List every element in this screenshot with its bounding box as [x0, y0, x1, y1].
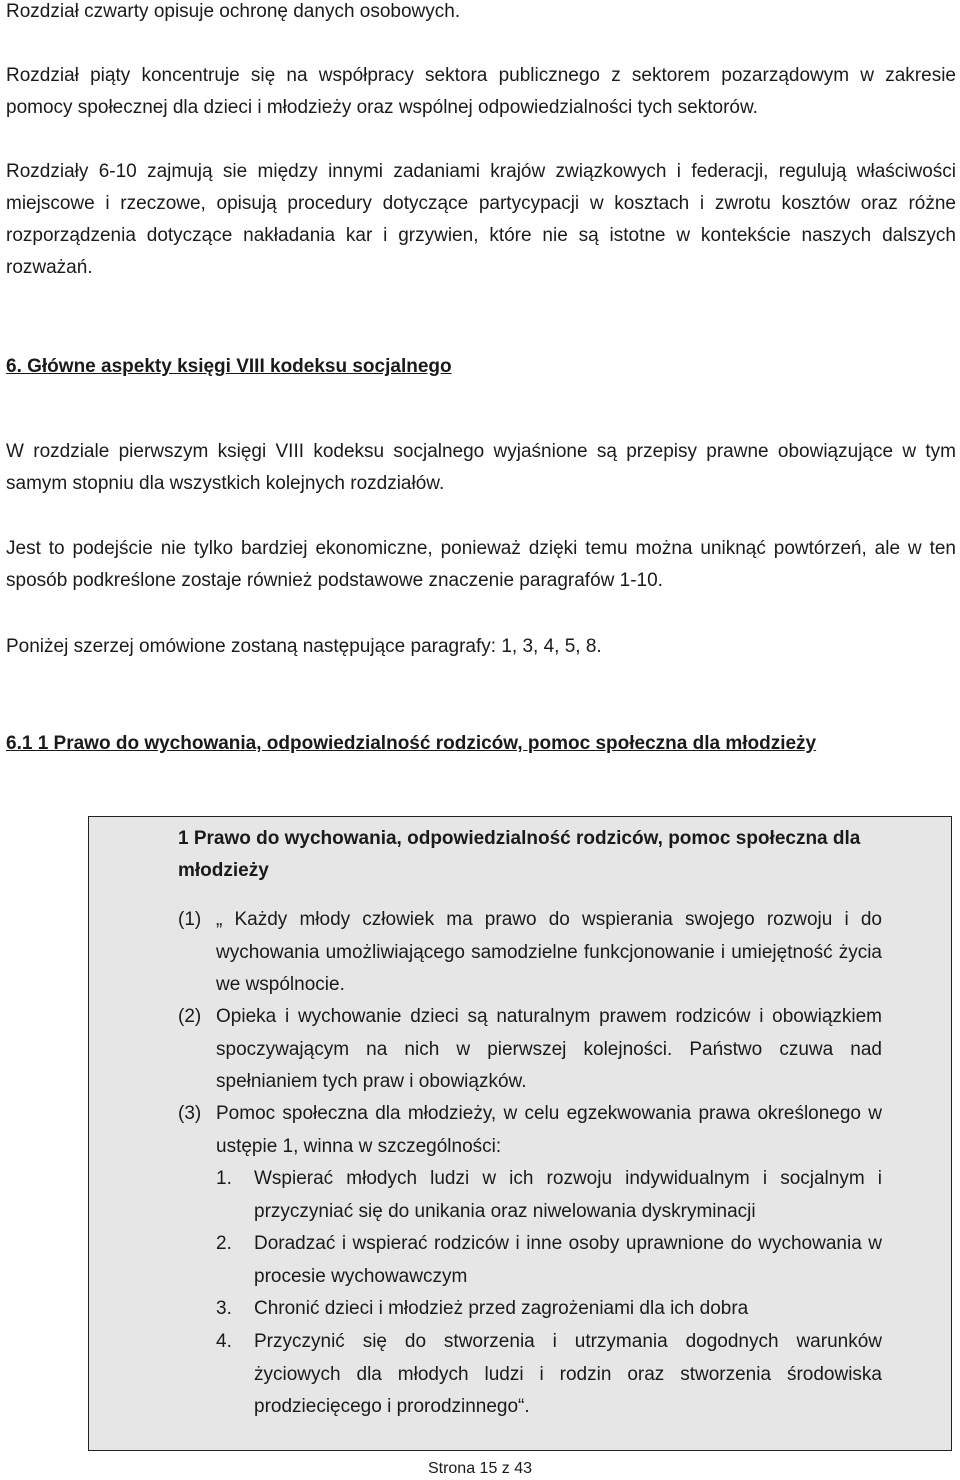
sub-item-text: Przyczynić się do stworzenia i utrzymania dogodnych warunków życiowych dla młodych ludzi i rodzin oraz stworzenia środowiska prodziecięcego i prorodzinnego“. [254, 1331, 882, 1417]
paragraph-chapter-five: Rozdział piąty koncentruje się na współpracy sektora publicznego z sektorem pozarządowym w zakresie pomocy społecznej dla dzieci i młodzieży oraz wspólnej odpowiedzialności tych sektorów. [6, 65, 956, 118]
sub-item-number: 4. [216, 1331, 232, 1352]
paragraph-chapter-one-intro: W rozdziale pierwszym księgi VIII kodeksu socjalnego wyjaśnione są przepisy prawne obowiązujące w tym samym stopniu dla wszystkich kolejnych rozdziałów. [6, 441, 956, 494]
sub-item-number: 1. [216, 1168, 232, 1189]
box-title: 1 Prawo do wychowania, odpowiedzialność rodziców, pomoc społeczna dla młodzieży [178, 828, 861, 881]
sub-item-number: 3. [216, 1298, 232, 1319]
item-number: (3) [178, 1103, 202, 1124]
item-number: (2) [178, 1006, 202, 1027]
section-heading-6-1: 6.1 1 Prawo do wychowania, odpowiedzialność rodziców, pomoc społeczna dla młodzieży [6, 733, 817, 754]
sub-item-text: Doradzać i wspierać rodziców i inne osoby uprawnione do wychowania w procesie wychowawczym [254, 1233, 882, 1287]
paragraph-chapter-four: Rozdział czwarty opisuje ochronę danych osobowych. [6, 1, 461, 22]
sub-item-number: 2. [216, 1233, 232, 1254]
sub-item-text: Wspierać młodych ludzi w ich rozwoju indywidualnym i socjalnym i przyczyniać się do unikania oraz niwelowania dyskryminacji [254, 1168, 882, 1222]
section-heading-6: 6. Główne aspekty księgi VIII kodeksu socjalnego [6, 356, 452, 377]
item-text: „ Każdy młody człowiek ma prawo do wspierania swojego rozwoju i do wychowania umożliwiającego samodzielne funkcjonowanie i umiejętność życia we wspólnocie. [216, 909, 882, 995]
list-item [178, 904, 882, 1002]
sub-list-item [216, 1293, 882, 1326]
legal-text-box [88, 816, 952, 1451]
sub-list-item [216, 1326, 882, 1424]
item-text: Opieka i wychowanie dzieci są naturalnym prawem rodziców i obowiązkiem spoczywającym na nich w pierwszej kolejności. Państwo czuwa nad spełnianiem tych praw i obowiązków. [216, 1006, 882, 1092]
page-number-footer: Strona 15 z 43 [427, 1460, 533, 1477]
paragraph-approach: Jest to podejście nie tylko bardziej ekonomiczne, ponieważ dzięki temu można uniknąć powtórzeń, ale w ten sposób podkreślone zostaje również podstawowe znaczenie paragrafów 1-10. [6, 538, 956, 591]
sub-list-item [216, 1163, 882, 1228]
item-text: Pomoc społeczna dla młodzieży, w celu egzekwowania prawa określonego w ustępie 1, winna w szczególności: [216, 1103, 882, 1157]
sub-list-item [216, 1228, 882, 1293]
sub-item-text: Chronić dzieci i młodzież przed zagrożeniami dla ich dobra [254, 1298, 749, 1319]
paragraph-sections-list: Poniżej szerzej omówione zostaną następujące paragrafy: 1, 3, 4, 5, 8. [6, 636, 602, 657]
paragraph-chapters-six-ten: Rozdziały 6-10 zajmują sie między innymi zadaniami krajów związkowych i federacji, regulują właściwości miejscowe i rzeczowe, opisują procedury dotyczące partycypacji w kosztach i zwrotu kosztów oraz różne rozporządzenia dotyczące nakładania kar i grzywien, które nie są istotne w kontekście naszych dalszych rozważań. [6, 161, 956, 278]
list-item [178, 1001, 882, 1099]
list-item [178, 1098, 882, 1163]
item-number: (1) [178, 909, 202, 930]
